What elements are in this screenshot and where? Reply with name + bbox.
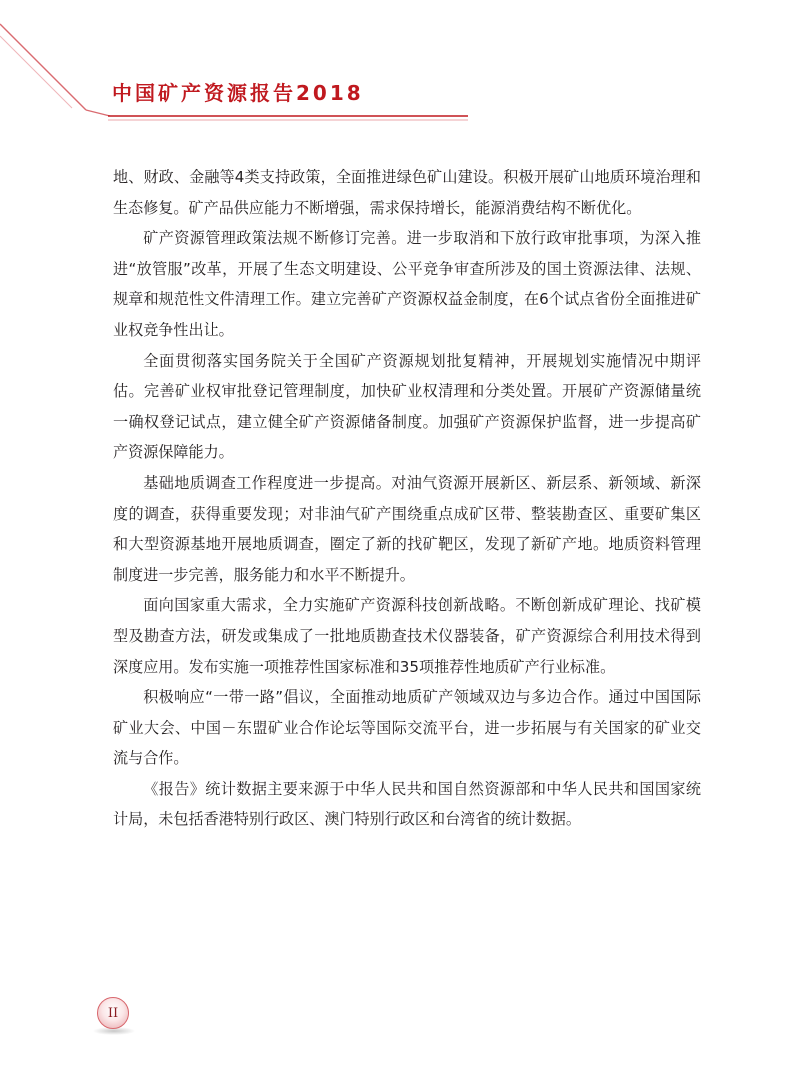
paragraph-7: 《报告》统计数据主要来源于中华人民共和国自然资源部和中华人民共和国国家统计局，未包括香港特别行政区、澳门特别行政区和台湾省的统计数据。 [113, 779, 701, 829]
paragraph-4: 基础地质调查工作程度进一步提高。对油气资源开展新区、新层系、新领域、新深度的调查，获得重要发现；对非油气矿产围绕重点成矿区带、整装勘查区、重要矿集区和大型资源基地开展地质调查，圈定了新的找矿靶区，发现了新矿产地。地质资料管理制度进一步完善，服务能力和水平不断提升。 [113, 473, 701, 584]
page-number-badge [97, 997, 129, 1029]
paragraph-2: 矿产资源管理政策法规不断修订完善。进一步取消和下放行政审批事项，为深入推进“放管服”改革，开展了生态文明建设、公平竞争审查所涉及的国土资源法律、法规、规章和规范性文件清理工作。建立完善矿产资源权益金制度，在6个试点省份全面推进矿业权竞争性出让。 [113, 229, 701, 339]
paragraph-3: 全面贯彻落实国务院关于全国矿产资源规划批复精神，开展规划实施情况中期评估。完善矿业权审批登记管理制度，加快矿业权清理和分类处置。开展矿产资源储量统一确权登记试点，建立健全矿产资源储备制度。加强矿产资源保护监督，进一步提高矿产资源保障能力。 [113, 351, 701, 462]
paragraph-5: 面向国家重大需求，全力实施矿产资源科技创新战略。不断创新成矿理论、找矿模型及勘查方法，研发或集成了一批地质勘查技术仪器装备，矿产资源综合利用技术得到深度应用。发布实施一项推荐性国家标准和35项推荐性地质矿产行业标准。 [113, 596, 701, 676]
header-decoration [0, 0, 793, 130]
paragraph-1: 地、财政、金融等4类支持政策，全面推进绿色矿山建设。积极开展矿山地质环境治理和生态修复。矿产品供应能力不断增强，需求保持增长，能源消费结构不断优化。 [113, 168, 701, 217]
page-number: II [107, 1005, 119, 1021]
report-title: 中国矿产资源报告2018 [112, 81, 364, 105]
body-text [113, 162, 701, 835]
paragraph-6: 积极响应“一带一路”倡议，全面推动地质矿产领域双边与多边合作。通过中国国际矿业大会、中国－东盟矿业合作论坛等国际交流平台，进一步拓展与有关国家的矿业交流与合作。 [113, 688, 701, 768]
